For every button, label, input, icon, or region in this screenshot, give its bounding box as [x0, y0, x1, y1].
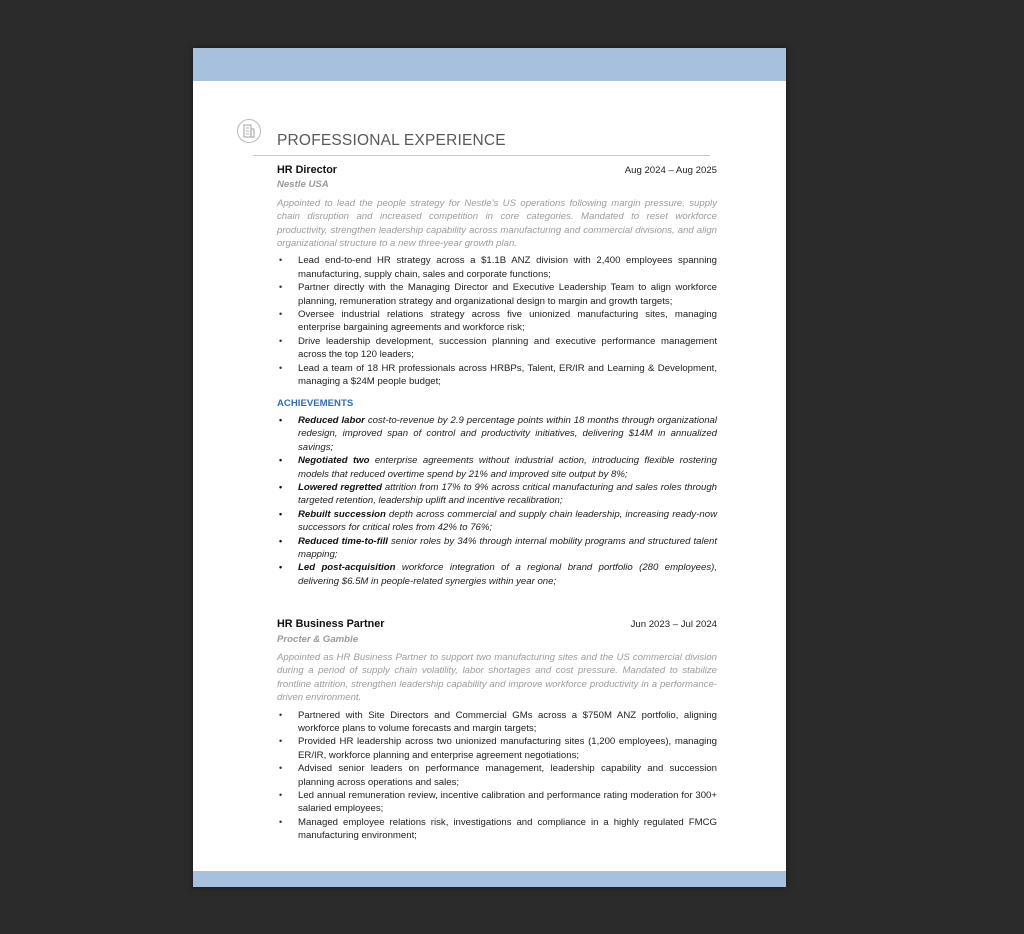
experience-content	[277, 164, 717, 843]
list-item: • Led annual remuneration review, incentive calibration and performance rating moderation for 300+ salaried employees;	[277, 789, 717, 816]
achievement-item: • Rebuilt succession depth across commercial and supply chain leadership, increasing ready-now successors for critical roles from 42% to 76%;	[277, 508, 717, 535]
company-name: Nestle USA	[277, 179, 329, 191]
company-name: Procter & Gamble	[277, 633, 359, 645]
achievement-item: • Reduced labor cost-to-revenue by 2.9 percentage points within 18 months through organizational redesign, improved span of control and productivity initiatives, delivering $14M in annualized savings;	[277, 414, 717, 454]
list-item: • Partner directly with the Managing Director and Executive Leadership Team to align workforce planning, remuneration strategy and organizational design to margin and growth targets;	[277, 281, 717, 308]
job-dates: Jun 2023 – Jul 2024	[630, 619, 717, 631]
job-dates: Aug 2024 – Aug 2025	[624, 165, 717, 176]
achievements-heading: ACHIEVEMENTS	[277, 397, 354, 409]
achievement-item: • Negotiated two enterprise agreements without industrial action, introducing flexible rostering models that reduced overtime spend by 21% and improved site output by 8%;	[277, 454, 717, 481]
achievement-item: • Led post-acquisition workforce integration of a regional brand portfolio (280 employees), delivering $6.5M in people-related synergies within year one;	[277, 561, 717, 588]
list-item: • Advised senior leaders on performance management, leadership capability and succession planning across operations and sales;	[277, 762, 717, 789]
job-summary: Appointed as HR Business Partner to support two manufacturing sites and the US commercial division during a period of supply chain volatility, labor shortages and cost pressure. Mandated to stabilize frontline attrition, strengthen leadership capability and improve workforce productivity in a performance-driven environment.	[277, 652, 717, 704]
section-divider	[253, 155, 710, 156]
header-band	[193, 48, 786, 81]
list-item: • Drive leadership development, succession planning and executive performance management across the top 120 leaders;	[277, 335, 717, 362]
list-item: • Lead a team of 18 HR professionals across HRBPs, Talent, ER/IR and Learning & Development, managing a $24M people budget;	[277, 362, 717, 389]
section-title: PROFESSIONAL EXPERIENCE	[277, 132, 506, 149]
responsibility-list	[277, 254, 717, 388]
building-icon	[237, 119, 261, 143]
job-entry-hr-business-partner	[277, 618, 717, 843]
footer-band	[193, 871, 786, 887]
resume-page	[193, 48, 786, 887]
job-entry-hr-director	[277, 164, 717, 588]
job-summary: Appointed to lead the people strategy for Nestle’s US operations following margin pressure, supply chain disruption and increased competition in core categories. Mandated to reset workforce productivity, strengthen leadership capability across manufacturing and commercial divisions, and align organizational structure to a new three-year growth plan.	[277, 197, 717, 250]
list-item: • Oversee industrial relations strategy across five unionized manufacturing sites, managing enterprise bargaining agreements and workforce risk;	[277, 308, 717, 335]
achievement-item: • Lowered regretted attrition from 17% to 9% across critical manufacturing and sales roles through targeted retention, leadership uplift and incentive recalibration;	[277, 481, 717, 508]
list-item: • Lead end-to-end HR strategy across a $1.1B ANZ division with 2,400 employees spanning manufacturing, supply chain, sales and corporate functions;	[277, 254, 717, 281]
job-title: HR Business Partner	[277, 618, 385, 631]
list-item: • Managed employee relations risk, investigations and compliance in a highly regulated FMCG manufacturing environment;	[277, 816, 717, 843]
job-title: HR Director	[277, 164, 337, 176]
achievement-item: • Reduced time-to-fill senior roles by 34% through internal mobility programs and structured talent mapping;	[277, 535, 717, 562]
list-item: • Provided HR leadership across two unionized manufacturing sites (1,200 employees), managing ER/IR, workforce planning and enterprise agreement negotiations;	[277, 735, 717, 762]
achievements-list	[277, 414, 717, 588]
responsibility-list	[277, 709, 717, 843]
list-item: • Partnered with Site Directors and Commercial GMs across a $750M ANZ portfolio, aligning workforce plans to volume forecasts and margin targets;	[277, 709, 717, 736]
